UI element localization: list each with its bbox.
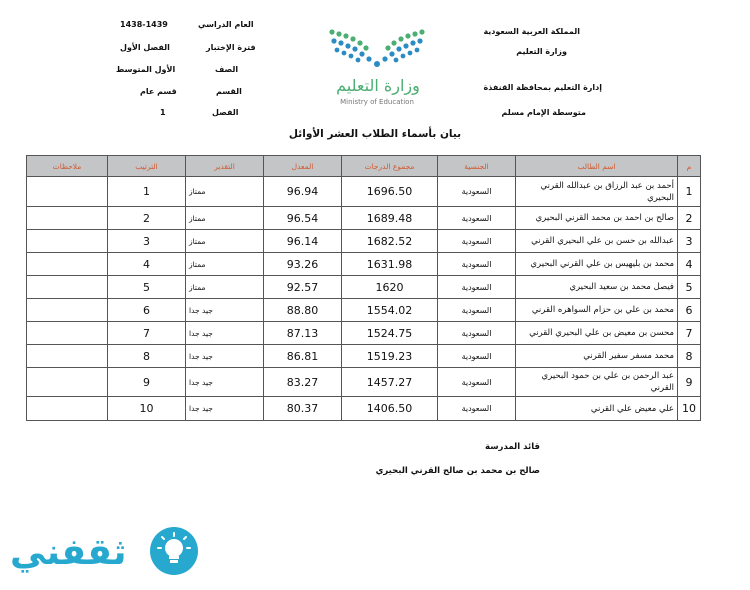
student-name: عبد الرحمن بن علي بن حمود البحيري القرني: [516, 368, 678, 397]
table-header-row: [27, 156, 701, 177]
row-index: 1: [678, 177, 701, 207]
principal-name: صالح بن محمد بن صالح القرني البحيري: [375, 466, 540, 476]
student-name: أحمد بن عبد الرزاق بن عبدالله القرني البحيري: [516, 177, 678, 207]
col-header-average: المعدل: [264, 156, 342, 177]
nationality: السعودية: [438, 368, 516, 397]
notes: [27, 299, 108, 322]
principal-label: قائد المدرسة: [485, 442, 540, 452]
period-label: فترة الإختبار: [206, 43, 256, 52]
student-name: علي معيض علي القرني: [516, 397, 678, 421]
student-name: فيصل محمد بن سعيد البحيري: [516, 276, 678, 299]
nationality: السعودية: [438, 177, 516, 207]
total-score: 1631.98: [342, 253, 438, 276]
nationality: السعودية: [438, 276, 516, 299]
notes: [27, 276, 108, 299]
ministry-line: وزارة التعليم: [516, 47, 567, 56]
average: 96.94: [264, 177, 342, 207]
notes: [27, 207, 108, 230]
total-score: 1620: [342, 276, 438, 299]
total-score: 1406.50: [342, 397, 438, 421]
notes: [27, 322, 108, 345]
logo-mark-icon: [322, 18, 432, 78]
notes: [27, 397, 108, 421]
rank: 8: [108, 345, 186, 368]
rank: 5: [108, 276, 186, 299]
rank: 4: [108, 253, 186, 276]
notes: [27, 230, 108, 253]
nationality: السعودية: [438, 207, 516, 230]
row-index: 6: [678, 299, 701, 322]
average: 83.27: [264, 368, 342, 397]
average: 87.13: [264, 322, 342, 345]
total-score: 1696.50: [342, 177, 438, 207]
nationality: السعودية: [438, 397, 516, 421]
rank: 7: [108, 322, 186, 345]
grade: ممتاز: [186, 207, 264, 230]
row-index: 7: [678, 322, 701, 345]
total-score: 1682.52: [342, 230, 438, 253]
rank: 10: [108, 397, 186, 421]
nationality: السعودية: [438, 299, 516, 322]
row-index: 4: [678, 253, 701, 276]
row-index: 9: [678, 368, 701, 397]
col-header-nationality: الجنسية: [438, 156, 516, 177]
grade: جيد جدا: [186, 345, 264, 368]
col-header-index: م: [678, 156, 701, 177]
grade: جيد جدا: [186, 397, 264, 421]
directorate-line: إدارة التعليم بمحافظة القنفذة: [483, 83, 602, 92]
table-row: [27, 207, 701, 230]
row-index: 2: [678, 207, 701, 230]
total-score: 1524.75: [342, 322, 438, 345]
notes: [27, 345, 108, 368]
student-name: محمد بن علي بن حزام السواهره القرني: [516, 299, 678, 322]
table-row: [27, 253, 701, 276]
table-row: [27, 397, 701, 421]
student-name: محمد مسفر سفير القرني: [516, 345, 678, 368]
rank: 3: [108, 230, 186, 253]
page-title: بيان بأسماء الطلاب العشر الأوائل: [288, 128, 462, 140]
class-value: 1: [160, 108, 166, 117]
rank: 1: [108, 177, 186, 207]
notes: [27, 177, 108, 207]
nationality: السعودية: [438, 322, 516, 345]
col-header-rank: الترتيب: [108, 156, 186, 177]
nationality: السعودية: [438, 230, 516, 253]
rank: 6: [108, 299, 186, 322]
total-score: 1554.02: [342, 299, 438, 322]
grade: ممتاز: [186, 276, 264, 299]
section-label: القسم: [216, 87, 242, 96]
average: 96.14: [264, 230, 342, 253]
table-row: [27, 345, 701, 368]
year-label: العام الدراسي: [198, 20, 254, 29]
row-index: 3: [678, 230, 701, 253]
table-row: [27, 368, 701, 397]
col-header-notes: ملاحظات: [27, 156, 108, 177]
ministry-logo: [322, 18, 432, 113]
average: 80.37: [264, 397, 342, 421]
row-index: 8: [678, 345, 701, 368]
nationality: السعودية: [438, 253, 516, 276]
average: 86.81: [264, 345, 342, 368]
rank: 2: [108, 207, 186, 230]
col-header-name: اسم الطالب: [516, 156, 678, 177]
student-name: عبدالله بن حسن بن علي البحيري القرني: [516, 230, 678, 253]
year-value: 1438-1439: [120, 20, 168, 29]
col-header-total: مجموع الدرجات: [342, 156, 438, 177]
average: 93.26: [264, 253, 342, 276]
logo-english: Ministry of Education: [340, 98, 414, 106]
total-score: 1457.27: [342, 368, 438, 397]
notes: [27, 253, 108, 276]
table-row: [27, 177, 701, 207]
logo-arabic: وزارة التعليم: [336, 76, 420, 95]
grade: جيد جدا: [186, 299, 264, 322]
table-row: [27, 299, 701, 322]
rank: 9: [108, 368, 186, 397]
lightbulb-icon: [150, 527, 198, 575]
col-header-grade: التقدير: [186, 156, 264, 177]
grade: ممتاز: [186, 177, 264, 207]
class-label: الفصل: [212, 108, 239, 117]
row-index: 10: [678, 397, 701, 421]
notes: [27, 368, 108, 397]
table-row: [27, 322, 701, 345]
average: 96.54: [264, 207, 342, 230]
student-name: محمد بن بليهيس بن علي القرني البحيري: [516, 253, 678, 276]
grade-value: الأول المتوسط: [116, 65, 176, 74]
total-score: 1519.23: [342, 345, 438, 368]
kingdom-line: المملكة العربية السعودية: [483, 27, 580, 36]
total-score: 1689.48: [342, 207, 438, 230]
brand-watermark: ثقفني: [10, 532, 127, 573]
school-line: متوسطة الإمام مسلم: [501, 108, 586, 117]
students-table: [26, 155, 701, 421]
grade: جيد جدا: [186, 368, 264, 397]
grade: ممتاز: [186, 230, 264, 253]
table-row: [27, 230, 701, 253]
student-name: صالح بن احمد بن محمد القرني البحيري: [516, 207, 678, 230]
student-name: محسن بن معيض بن علي البحيري القرني: [516, 322, 678, 345]
table-row: [27, 276, 701, 299]
grade: جيد جدا: [186, 322, 264, 345]
average: 92.57: [264, 276, 342, 299]
grade: ممتاز: [186, 253, 264, 276]
period-value: الفصل الأول: [120, 43, 170, 52]
grade-label: الصف: [215, 65, 239, 74]
average: 88.80: [264, 299, 342, 322]
section-value: قسم عام: [140, 87, 177, 96]
nationality: السعودية: [438, 345, 516, 368]
row-index: 5: [678, 276, 701, 299]
